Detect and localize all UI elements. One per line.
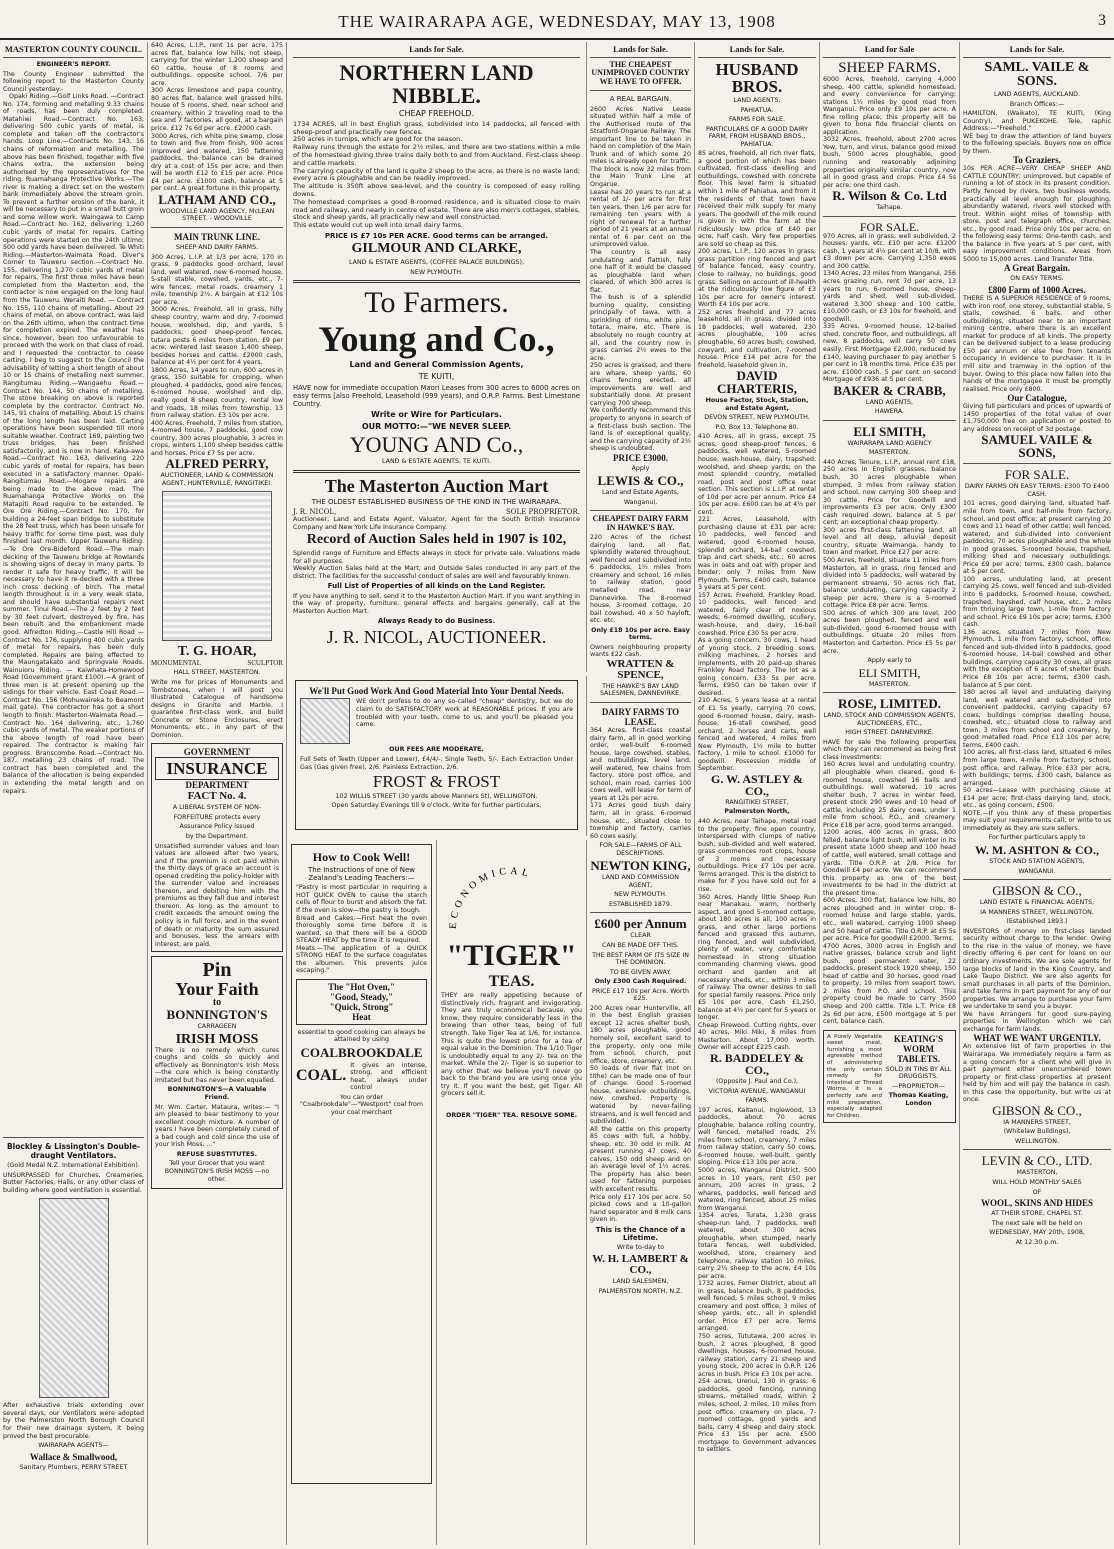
ventilator-ad-subtitle: (Gold Medal N.Z. International Exhibition). — [7, 1162, 140, 1170]
rose-t11: 160 Acres level and undulating country, all ploughable when cleared, good 6-roomed house, cowshed 16 bails and outbuildings, well watered, 10 acres shelter bush, 7 acres in winter feed, present stock 290 ewes and 10 head of cattle, including 25 dairy cows, under 1 mile from school, P.O., and creamery. Price £18 per acre, good terms arranged. — [823, 761, 956, 829]
bonnington-irish-moss: IRISH MOSS — [175, 1031, 259, 1047]
frost-text: WE don't profess to do any so-called "cheap" dentistry, but we do claim to do SATISFACTORY work at REASONABLE prices. If you are troubled with your teeth, come to us, and you'll be pleased you came. — [356, 698, 573, 729]
svg-text:ECONOMICAL — [448, 866, 533, 930]
astley-t10: 360 Acres, Handy little Sheep Run near Manakau, warm, northerly aspect, and good 5-roomed cottage, about 180 acres is all, 100 acres in grass, and other large portions fenced and grassed this autumn, ring fenced, and well subdivided, plenty of water, very comfortable homestead in strong situation commanding charming views, good orchard and garden and all necessary sheds, etc., within 3 miles of railway. The owner desires to sell for special family reasons. Price only £5 10s per acre. Cash £1,250, balance at 4½ per cent for 5 years or longer. — [698, 893, 816, 1022]
listing-3000-acres: 3000 Acres, rich white pine swamp, close to town and five from finish, 900 acres improved and watered, 150 fattening paddocks, the balance can be drained dry at a cost of 15s per acre, and then will be worth £12 to £15 per acre. Price £4 per acre. £1000 cash, balance at 5 per cent. A great fortune in this property. — [151, 132, 283, 193]
ventilator-agent-address: Sanitary Plumbers, PERRY STREET — [19, 1463, 128, 1471]
ashton-t5: 100 acres, undulating land, at present carrying 25 cows, well fenced and sub-divided into 6 paddocks, 5-roomed house, cowshed, trapshed, hayshed, calf house, etc., 2 miles from thriving large town, 1-mile from factory and school. Price £9 10s per acre; terms, £300 cash. — [963, 575, 1111, 629]
nibble-title: NORTHERN LAND NIBBLE. — [339, 60, 534, 109]
vaile-name: SAML. VAILE & SONS. — [984, 60, 1090, 89]
article-subheading: ENGINEER'S REPORT. — [36, 61, 111, 68]
price-2: PRICE £17 10s per Acre. Worth £25. — [592, 987, 689, 1003]
sheep-farms-heading: SHEEP FARMS. — [838, 60, 941, 76]
levin-name: LEVIN & CO., LTD. — [981, 1153, 1093, 1169]
col5-section-label: Lands for Sale. — [698, 42, 816, 58]
ashton-t7: 180 acres all level and undulating dairying land, well watered and sub-divided into convenient paddocks, carrying capacity 67 cows; buildings comprise dwelling house, cowshed, etc.; situated close to railway and town, 3 miles from school and creamery, by good metalled road. Price £13 10s per acre; terms, £400 cash. — [963, 689, 1111, 749]
article-intro: The County Engineer submitted the following report to the Masterton County Council yesterday:- — [3, 70, 144, 93]
economical-arc — [441, 844, 581, 934]
baddeley-farms: FARMS. — [745, 1097, 769, 1105]
perry-address: AUCTIONEER, LAND & COMMISSION AGENT, HUNTERVILLE, RANGITIKEI. — [160, 472, 274, 487]
hoar-name: T. G. HOAR, — [177, 644, 257, 660]
young-write: Write or Wire for Particulars. — [371, 410, 502, 420]
gov-heading-1: GOVERNMENT — [183, 747, 251, 758]
nibble-p5: The altitude is 350ft above sea-level, and the country is composed of easy rolling downs. — [293, 183, 580, 198]
quick-strong: "Quick, Strong" — [329, 1001, 394, 1012]
husband-t3: 252 acres freehold and 77 acres leasehold, all in grass, divided into 18 paddocks, well watered, 230 acres ploughable, 100 acres ploughable, 60 acres bush, cowshed, cowyard, and cultivation, 7-roomed house. Price £14 per acre for the freehold, leasehold given in. — [698, 308, 816, 369]
gov-heading-3: DEPARTMENT — [185, 780, 249, 791]
nicol-proprietor: SOLE PROPRIETOR. — [506, 508, 580, 517]
frost-dental-ad — [287, 676, 587, 836]
good-steady: "Good, Steady," — [329, 991, 394, 1002]
sheep-t2: 3032 Acres, freehold, about 2700 acres Yew, turn, and virus, balance good mixed bush, 5000 acres ploughable, good running and reasonably adjoining properties originally similar country, now all in good grass and crops. Price £4 5s per acre; one third cash. — [823, 136, 956, 189]
ventilator-image — [39, 1198, 109, 1398]
teeth-image — [300, 698, 350, 744]
col4-section-label: Lands for Sale. — [590, 42, 691, 58]
gibson2-sub: (Whitelaw Buildings), — [1003, 1128, 1071, 1136]
column-land-ads — [148, 42, 287, 1545]
keating-sold: SOLD IN TINS BY ALL DRUGGISTS. — [885, 1065, 952, 1081]
our-catalogue: Our Catalogue, — [1007, 393, 1067, 404]
lewis-t1: 2600 Acres Native Lease situated within half a mile of the Authorised route of the Stratford-Ongarue Railway. The important line to be taken in hand on completion of the Main Trunk and of which some 20 miles is already open for traffic. The block is now 32 miles from the Main Trunk Line at Ongarue. — [590, 105, 691, 189]
article-heading: MASTERTON COUNTY COUNCIL. — [3, 42, 144, 58]
eli-city: MASTERTON. — [869, 449, 910, 457]
rose-t10: HAVE for sale the following properties which they can recommend as being first class investments: — [823, 738, 956, 761]
nibble-subtitle: CHEAP FREEHOLD. — [398, 109, 475, 119]
david-box: P.O. Box 13. Telephone 80. — [715, 423, 799, 431]
clear-sub: CAN BE MADE OFF THIS. — [602, 942, 679, 950]
gibson2-addr: IA MANNERS STREET, — [1003, 1118, 1071, 1126]
cheapest-title: THE CHEAPEST UNIMPROVED COUNTRY WE HAVE TO OFFER. — [591, 60, 690, 86]
bonnington-pin: Pin — [202, 959, 232, 982]
nicol-text: Auctioneer, Land and Estate Agent, Valuator, Agent for the South British Insurance Company and New York Life Insurance Company. — [293, 516, 580, 531]
lambert-name: W. H. LAMBERT & CO., — [592, 1253, 689, 1277]
main-trunk-heading: MAIN TRUNK LINE. — [173, 232, 261, 243]
gov-fact-sub: A LIBERAL SYSTEM OF NON- — [172, 804, 262, 812]
listing-trunk-1: 300 Acres, L.I.P. at 1/3 per acre, 170 in grass, 9 paddocks good orchard, level land, well watered, new 6-roomed house, 5-stall stable, cowshed, yards, etc., 7-wire fences, metal roads, creamery 1 mile, township 2½. A bargain at £12 10s per acre. — [151, 253, 283, 306]
newton-name: NEWTON KING, — [590, 858, 691, 874]
coalbrookdale-ad — [287, 840, 437, 1545]
great-bargain: A Great Bargain. — [1003, 263, 1071, 274]
baddeley-t17: 254 acres, Urenui, 130 in grass, 6 paddocks, good fencing, running streams, metalled roads, within 2 miles, school, 2 miles, 10 miles from post office, creamery on place, 7-roomed cottage, good yards and bails, carry 4 sheep and dairy stock. Price £3 15s per acre. £500 mortgage to Government advances to settlers. — [698, 1378, 816, 1454]
husband-farms: FARMS FOR SALE. — [728, 116, 786, 124]
lewis-price: PRICE £3000. — [612, 452, 668, 463]
ashton-sub: STOCK AND STATION AGENTS, — [989, 858, 1085, 866]
keating-ad — [823, 1030, 956, 1124]
baker-sub: LAND AGENTS, — [865, 398, 914, 406]
bonnington-end: Tell your Grocer that you want BONNINGTON'S IRISH MOSS —no other. — [164, 1160, 270, 1183]
wratten-sub: THE HAWKE'S BAY LAND SALESMEN, DANNEVIRKE. — [599, 682, 682, 698]
coal-word: COAL. — [296, 1067, 347, 1085]
gibson-sub: LAND ESTATE & FINANCIAL AGENTS, — [979, 899, 1095, 907]
cook-meats: Meats.—The application of a QUICK STRONG HEAT to the surface coagulates the albumen. This prevents juice escaping." — [296, 944, 427, 975]
bonnington-valuable: BONNINGTON'S—A Valuable Friend. — [167, 1086, 267, 1102]
wilson-t5: 335 Acres, 9-roomed house, 12-bailed shed, concrete floor, and outbuildings, all new, 8 paddocks, will carry 50 cows easily. First Mortgage £2,000, reduced by £140, leaving purchaser to pay another 5 per cent in 18 months time. Price £35 per acre. £1000 cash. 5 per cent on second Mortgage of £936 at 5 per cent. — [823, 323, 956, 384]
tiger-text: THEY are really appetising because of distinctively rich, fragrant and invigorating. They are truly economical because, you know, they require considerably less in the brewing than other teas, being of full strength. Take Tiger Tea at 1/6, for instance. This is quite the lowest price for a tea of equal value in the Dominion. The 1/10 Tiger is undoubtedly equal to any 2/- tea on the market. While the 2/- Tiger is so superior to any other that we believe you'll never go back to the brand you are using once you try it. If you want the best, get Tiger. All grocers sell it. — [441, 992, 582, 1098]
auction-mart-title: The Masterton Auction Mart — [324, 475, 549, 496]
latham-address: WOODVILLE LAND AGENCY, McLEAN STREET. - WOODVILLE — [159, 207, 275, 223]
gibson-text: INVESTORS of money on first-class landed security without charge to the lender. Owing to the rise in the value of money, we have directly offering 6 per cent for loans on our ordinary investments. We are sole agents for large blocks of land in the King Country, and Lake Taupo District. We are also agents for small purchases in all parts of the Dominion, and take farms in part payment for any of our properties. We arrange to purchase your farm we undertake to send you a buyer. — [963, 927, 1111, 1011]
dairy-220: 220 Acres of the richest dairying land, all flat, splendidly watered throughout, well fenced and subdivided into 6 paddocks, 1½ miles from creamery and school, 16 miles to railway station, good metalled road, near Dannevirke. The 8-roomed house, 3-roomed cottage, 20 bail cowshed, 40 x 50 hayloft, etc. etc. — [590, 534, 691, 625]
baker-city: HAWERA. — [874, 408, 905, 416]
wratten-name: WRATTEN & SPENCE, — [606, 657, 675, 681]
baddeley-t13: 5000 acres, Wanganui District, 500 acres in 10 years, rent £50 per annum, 200 acres in grass, 2 whares, paddocks, well fenced and watered, ring fenced, about 25 miles from Wanganui. — [698, 1167, 816, 1212]
cook-pastry: "Pastry is most particular in requiring a HOT QUICK OVEN to cause the starch cells of flour to burst and absorb the fat. If the oven is slow—the pastry is tough. — [296, 884, 427, 915]
ventilator-agents-label: WAIRARAPA AGENTS— — [38, 1442, 109, 1450]
coal-side-text: It gives an intense, strong, and efficient heat, always under control — [350, 1061, 427, 1092]
col7-section-label: Lands for Sale. — [963, 42, 1111, 58]
ashton-dairy: DAIRY FARMS ON EASY TERMS. £300 TO £400 CASH. — [964, 483, 1110, 498]
young-city: TE KUITI, — [418, 372, 455, 381]
farm-1000: £800 Farm of 1000 Acres. — [988, 285, 1086, 296]
baddeley-t12: 197 acres, Kaitanui, Inglewood, 13 paddocks, about 70 acres ploughable, balance rolling country, well fenced, metalled roads, 2½ miles from school, creamery, 7 miles from railway station, carry 50 cows, 6-roomed house, well-built, gently sloping. Price £13 10s per acre. — [698, 1106, 816, 1167]
rose-t12: 1200 acres, 400 acres in grass, 800 felled, balance light bush, will winter in its present state 1000 sheep and 100 head of cattle, well watered, small cottage and yards. Title O.R.P. at 2/8. Price for Goodwill £4 per acre. We can recommend this property as one of the best investments to be had in the district at the present time. — [823, 829, 956, 897]
northern-land-nibble-ad — [287, 42, 587, 672]
bonnington-to: to — [212, 997, 222, 1009]
ashton-name: W. M. ASHTON & CO., — [974, 843, 1100, 858]
lewis-t4: The bush is of a splendid burning quality, consisting principally of tawa, with a sprinkling of rimu, white pine, totara, maire, etc. There is absolutely no rough country at all, and the country now in grass carries 2½ ewes to the acre. — [590, 294, 691, 362]
write-today: Write to-day to — [616, 1244, 665, 1252]
gov-forfeiture-3: by the Department. — [185, 833, 249, 840]
hot-oven: The "Hot Oven," — [328, 981, 395, 992]
baddeley-name: R. BADDELEY & CO., — [710, 1050, 804, 1077]
nibble-price: PRICE IS £7 10s PER ACRE. Good terms can be arranged. — [324, 231, 549, 240]
baddeley-t16: 750 acres, Tututawa, 200 acres in bush, 2 acres ploughed, 8 good dwellings, houses, 6-roomed house, railway station, carry 21 sheep and young stock, 200 acres in O.R.P. 126 acres in bush. Price £3 10s per acre. — [698, 1333, 816, 1378]
chance-lifetime: This is the Chance of a Lifetime. — [595, 1225, 686, 1243]
cook-essential: essential to good cooking can always be attained by using — [297, 1028, 426, 1044]
frost-fees: OUR FEES ARE MODERATE. — [389, 746, 484, 754]
astley-name: G. W. ASTLEY & CO., — [711, 771, 803, 798]
frost-name: FROST & FROST — [372, 772, 501, 792]
keating-name: KEATING'S — [893, 1033, 944, 1044]
record-sales: Record of Auction Sales held in 1907 is 102, — [306, 532, 567, 548]
center-section-label: Lands for Sale. — [293, 42, 580, 58]
eli-name-2: ELI SMITH, — [858, 665, 921, 680]
husband-t2: 200 acres, L.I.P., 120 acres in grass, grass partition ring fenced and part of balance fenced, easy country, close to railway, no buildings, good grass. Selling on account of ill-health at the ridiculously low figure of £3 10s per acre for owner's interest. Worth £4 10s per acre. — [698, 248, 816, 309]
rose-t13: 600 Acres, 300 flat, balance low hills, 80 acres ploughed and in winter crop, 8-roomed house and large stable, yards, etc., well watered, carrying 1000 sheep and 50 head of cattle. Title O.R.P. at £5 5s per acre. Price for goodwill £2000. Terms. — [823, 897, 956, 943]
wilson-for-sale: FOR SALE. — [859, 219, 920, 234]
hoar-sculptor: SCULPTOR — [247, 659, 283, 668]
hoar-address: HALL STREET, MASTERTON. — [173, 669, 261, 677]
bonnington-quote: Mr. Wm. Carter, Mataura, writes:— "I am pleased to bear testimony to your excellent cough mixture. A number of years I have been completely cured of a bad cough and cold since the use of your Irish Moss. ..." — [155, 1103, 279, 1149]
cook-heading: How to Cook Well! — [312, 850, 411, 864]
keating-owner: Thomas Keating, London — [888, 1092, 949, 1107]
astley-t9: 440 Acres, near Taihape, metal road to the property, fine open country, interspersed with clumps of native bush, sub-divided and well watered, grass commences root crops, house of 3 rooms and necessary outbuildings. Price £7 10s per acre. Terms arranged. This is the district to make for if you have sold out for a rise. — [698, 818, 816, 893]
ashton-t9: 50 acres—Lease with purchasing clause at £14 per acre; first-class dairying land, stock, etc., as going concern, £500. — [963, 787, 1111, 810]
david-t4: 410 Acres, all in grass, except 75 acres, good sheep-proof fences, 6 paddocks, well watered, 5-roomed house, wash-house, dairy, trapshed, woolshed, and sheep yards; on the most splendid country, metalled road, post and post office near section. This section is L.I.P. at rental of 10d per acre per annum. Price £4 10s per acre. £600 can be at 4½ per cent. — [698, 433, 816, 516]
lambert-city: PALMERSTON NORTH, N.Z. — [598, 1287, 683, 1295]
latham-firm-name: LATHAM AND CO., — [158, 191, 276, 207]
david-t6: 157 Acres, Freehold, Frankley Road, 10 paddocks, well fenced and watered, fairly clear of noxious weeds; 6-roomed dwelling, scullery, wash-house, and dairy, 16-bail cowshed. Price £30 5s per acre. — [698, 591, 816, 637]
gilmour-city: NEW PLYMOUTH. — [410, 268, 463, 276]
ashton-t8: 100 acres, all first-class land, situated 6 miles from large town, 4-mile from factory, school, post office, and railway. Price £33 per acre, with buildings; terms, £300 cash, balance as arranged. — [963, 749, 1111, 787]
sheep-t1: 6000 Acres, freehold, carrying 4,000 sheep, 400 cattle, splendid homestead, and every convenience for carrying; stations 1½ miles by good road from Wanganui. Price only £9 10s per acre. A fine rolling place; this property will be given to bona fide financial clients on application. — [823, 76, 956, 136]
astley-t11: Cheap Firewood. Cutting rights, over 40 acres, Miki Miki, 8 miles from Masterton. About 17,000 worth. Owner will accept £225 cash. — [698, 1021, 816, 1052]
gibson-est: (Established 1893.) — [1006, 918, 1068, 926]
nicol-auctioneer: J. R. NICOL, AUCTIONEER. — [326, 626, 547, 647]
graziers: To Graziers. — [1013, 155, 1061, 166]
ashton-for-sale: FOR SALE. — [1004, 467, 1070, 483]
david-t7: As a going concern, 30 cows, 1 head of young stock, 2 breeding sows, milking machines, 2 horses and implements, with 20 paid-up shares Frankley Road factory. The lot as a going concern, £33 5s per acre. Terms, £950 can be taken over if desired. — [698, 637, 816, 697]
keating-proprietor: —PROPRIETOR— — [892, 1082, 945, 1090]
frost-sets: Full Sets of Teeth (Upper and Lower), £4/4/-. Single Teeth, 5/-. Each Extraction Under Gas (Gas given free), 2/6. Painless Extraction, 2/6. — [300, 755, 573, 771]
rose-name: ROSE, LIMITED. — [838, 696, 941, 712]
ashton-city: WANGANUI. — [1018, 867, 1056, 875]
wilson-t3: 970 Acres, all in grass, well subdivided, 2 houses, yards, etc. £10 per acre. £1200 cash, 1 years at 4½ per cent at 10/8, with £3 down per acre. Carrying 1,350 ewes and 300 cattle. — [823, 232, 956, 270]
eli-t7: 300 acres first-class fattening land, all level and all deep, alluvial deposit country, situate Waimanga, handy to town and market. Price £27 per acre. — [823, 526, 956, 557]
young-co-name: Young and Co., — [318, 318, 555, 359]
real-bargain: A REAL BARGAIN. — [609, 95, 672, 104]
cheapest-dairy: CHEAPEST DAIRY FARM IN HAWKE'S BAY. — [592, 514, 689, 532]
david-t8: 210 Acres, 5 years lease at a rental of £1 5s yearly, carrying 70 cows, good 6-roomed house, dairy, wash-house, 16-stall cowshed, good orchard, 2 horses and carts, well fenced and watered, 4 miles from New Plymouth, 1½ mile to butter factory, 1 mile to school. £1000 for goodwill. Possession middle of September. — [698, 697, 816, 773]
best-farm: THE BEST FARM OF ITS SIZE IN THE DOMINION. — [592, 951, 689, 967]
record-text: Splendid range of Furniture and Effects always in stock for private sale. Valuations made for all purposes. — [293, 549, 580, 565]
lewis-sub: Land and Estate Agents, — [601, 489, 680, 497]
lewis-city: Wanganui, — [623, 498, 658, 506]
nicol-name: J. R. NICOL, — [293, 508, 337, 517]
levin-time: At 12.30 p.m. — [1015, 1238, 1059, 1246]
wilson-name: R. Wilson & Co. Ltd — [832, 188, 947, 204]
newton-est: ESTABLISHED 1879. — [609, 900, 672, 908]
col6-section-label: Land for Sale — [823, 42, 956, 58]
hoar-monumental: MONUMENTAL — [151, 659, 201, 668]
rose-t14: 4700 Acres, 3000 acres in English and native grasses, balance scrub and light bush, good permanent water, 22 paddocks, present stock 1920 sheep, 150 head of cattle and 30 horses, good road to property, 19 miles from seaport town, 2 miles from P.O. and school. This property could be made to carry 3500 sheep and 200 cattle. Title L.T. Price £8 2s 6d per acre, £500 mortgage at 5 per cent, balance cash. — [823, 942, 956, 1026]
per-annum: £600 per Annum — [594, 916, 687, 932]
listing-trunk-4: 400 Acres, Freehold, 7 miles from station, 4-roomed house, 7 paddocks, good cow country, 300 acres ploughable, 3 acres in crops, winters 1,100 sheep besides cattle and horses. Price £7 5s per acre. — [151, 419, 283, 457]
gov-forfeiture: FORFEITURE protects every — [173, 813, 261, 821]
keating-tablets: TABLETS. — [896, 1053, 941, 1064]
levin-city: MASTERTON, — [1016, 1169, 1058, 1177]
ashton-t4: 101 acres, good dairying land, situated half-mile from town, and half-mile from factory, school, and post office; at present carrying 20 cows and 11 head of other cattle; well fenced, watered, and sub-divided into convenient paddocks, 70 acres ploughable and the whole in good grasses, 5-roomed house, trapshed, milking shed and necessary outbuildings. Price £9 per acre; terms, £300 cash, balance at 5 per cent. — [963, 500, 1111, 576]
lewis-t2: Lease has 20 years to run at a rental of 1/- per acre for first ten years, then 1/6 per acre for remaining ten years with a right of renewal for a further period of 21 years at an annual rental of 6 per cent on the unimproved value. — [590, 188, 691, 249]
bonnington-carrageen: CARRAGEEN — [197, 1023, 237, 1031]
masthead — [0, 0, 1114, 40]
gov-text: Unsatisfied surrender values and loan values are allowed after two years, and if the premium is not paid within the thirty days of grace an account is opened crediting the policy-holder with the surrender value and increases thereon, and debiting him with the premiums as they fall due and interest thereon. As long as the amount to credit exceeds the amount owing the policy is in full force, and in the event of death or maturity the sum assured and bonuses, less the arrears with interest, are paid. — [155, 842, 279, 948]
article-body: Opaki Riding.—Golf Links Road. —Contract No. 174, forming and metalling 9.33 chains of roads, has been duly completed. Matahiwi Road.—Contract No. 163, delivering 500 cubic yards of metal, is complete and taken off the contractor's hands. Loop Line.—Contracts No. 143, 16 chains of reformation and metalling. The above has been finished, together with five chains extra, the extension being authorised by the representatives for the riding. Ruamahanga Protective Works.—The river is making a direct set on the western bank immediately above the stream groin. To prevent a further erosion of the bank, it will be necessary to put in a small butt groin and some willow work. Waingawa to Camp Road.—Contract No. 162, delivering 1,260 cubic yards of metal for repairs. Carting operations were started on the 24th ultimo; 500 odd yards have been delivered. Te Whiti Riding.—Masterton-Waimata Road. Diver's Corner to Tauweru section.—Contract No. 155, delivering 1,270 cubic yards of metal for repairs. The first three miles have been completed from the Masterton end, the contractor is now engaged on the long haul from the Tauweru. Weraiti Road. — Contract No. 155, 110 chains of metalling. About 29 chains of metal, on above contract, was laid on the 26th ultimo, when the contract time for completion expired. The weather has since, however, been too unfavourable to proceed with the work on that class of road, and I requested the contractor to cease carting. I beg to suggest to the Council the advisability of letting a short length of about 10 or 15 chains of metalling next summer. Rangitumau Riding.—Wangaehu Road.—Contract No. 144, 50 chains of metalling. The stone breaking on above is reported complete by the contractor. Contract No. 145, 91 chains of metalling. About 15 chains of the long length has been laid. Carting operations have been suspended till more suitable weather. Contract 169, painting two truss bridges, has been finished satisfactorily, and is now in hand. Kaka-awa Road.—Contract No. 163, delivering 220 cubic yards of metal for repairs, has been executed in a satisfactory manner. Opaki-Rangitumau Road.—Mogare repairs are being made to the above road. The Ruamahanga Protective Works on the Matapiti Road require to be extended. Te Ore Ore Riding.—Contract No. 170, for building a 24-feet span bridge to substitute the 28 feet truss, which has been unsafe for heavy traffic for some time past, was duly finished last month. Upper Tauweru Riding.—Te Ore Ore-Bideford Road.—The main decking of the Tauweru bridge at Rowlands is showing signs of decay in many parts. To render it safe for heavy traffic, it will be necessary to have it re-decked with a three inch cross decking of birch. The metal length throughout is in a very weak state, and should have substantial repairs next summer. Tinui Road.—The 2 feet by 2 feet by 30 feet culvert, destroyed by fire, has been rebuilt and the embankment made good. Alfredton Riding.—Castle Hill Road —Contract No. 176, supplying 400 cubic yards of metal for repairs, has been duly completed. Repairs are being effected to the Maungatakato and Springvale Roads. Wainuioru Riding. — Kaiwhata-Homewood Road (Government grant £100).—A grant of three men is at present opening up the sidings for their vehicle. East Coast Road.—Contract No. 156 (Mohuwaireka to Beamont mail gate). The contractor has got a short length to finish. Masterton-Waimata Road.—Contract No. 164 delivering, etc., 1,760 cubic yards of metal. The weaker portions of the above length of road have been repaired. The contractor is making fair progress. Branscombe Road.—Contract No. 187, metalling 23 chains of road. The contract has been completed and the balance of the allocation is being expended in extending the metal length and on repairs. — [3, 93, 144, 795]
government-insurance-ad — [151, 743, 283, 952]
weekly-text: Weekly Auction Sales held at the Mart, and Outside Sales conducted in any part of the district. The facilities for the successful conduct of sales are well and favourably known. — [293, 565, 580, 580]
listing-trunk-2: 3000 Acres, Freehold, all in grass, hilly sheep country, warm and dry, 7-roomed house, woolshed, dip, and yards, 5 paddocks, good sheep-proof fences, tutara posts 6 miles from station, £9 per acre; wintered last season 1,400 sheep, besides horses and cattle. £2000 cash, balance at 4½ per cent for 4 years. — [151, 306, 283, 367]
listing-300-acres: 300 Acres limestone and papa country, 80 acres flat, balance well grassed hills, house of 5 rooms, shed, near school and creamery, within 2 traveling road to the sea and 7 factories, all good, at a bargain price. £12 7s 6d per acre. £2000 cash. — [151, 87, 283, 133]
lease-364: 364 Acres, first-class coastal dairy farm, all in good working order, well-built 6-roomed house, large cowshed, stables, and outbuildings, level land, well watered, few chains from factory, store post office, and school, main road, carries 100 cows well, will lease for term of years at 12s per acre. — [590, 726, 691, 802]
eli-t8: 500 Acres, freehold, situate 11 miles from Masterton, all in grass, ring fenced and divided into 5 paddocks, well watered by permanent streams, 50 acres rich flat, balance undulating, carrying capacity 2 sheep per acre, there is a 5-roomed cottage. Price £8 per acre. Terms. — [823, 556, 956, 610]
want-text: An extensive list of farm properties in the Wairarapa. We immediately require a farm as a going concern for a client who will give in part payment either unencumbered town property or first-class properties at present held by him and will pay the balance in cash. In this case the opportunity, but write us at once. — [963, 1043, 1111, 1104]
lewis-t5: 250 acres is grassed, and there are whare, sheep yards, 60 chains fencing erected, all improvements are well and substantially done. At present carrying 700 sheep. — [590, 362, 691, 407]
young-text: HAVE now for immediate occupation Maori Leases from 300 acres to 6000 acres on easy terms [also Freehold, Leasehold (999 years), and O.R.P. Farms. Best Limestone Country. — [293, 383, 580, 408]
gibson-name-2: GIBSON & CO., — [992, 1102, 1082, 1118]
lambert-t11: 50 loads of river flat (not on tithe) can be made one of four of change. Good 5-roomed house, extensive outbuildings, new cowshed. Property is watered by never-failing streams, and is well fenced and subdivided. — [590, 1065, 691, 1126]
husband-part: PARTICULARS OF A GOOD DAIRY FARM, FROM HUSBAND BROS., PAHIATUA. — [706, 125, 808, 148]
wilson-city: Taihape. — [876, 204, 903, 212]
column-lewis-ads — [587, 42, 695, 1545]
auction-mart-sub: THE OLDEST ESTABLISHED BUSINESS OF THE KIND IN THE WAIRARAPA. — [311, 497, 562, 506]
bonnington-refuse: REFUSE SUBSTITUTES. — [176, 1150, 258, 1158]
young-co-name-2: YOUNG AND Co., — [349, 432, 524, 458]
rose-addr: HIGH STREET. DANNEVIRKE. — [845, 729, 934, 737]
tiger-tea-ad — [437, 840, 587, 1545]
levin-date: WEDNESDAY, MAY 20th, 1908, — [989, 1229, 1085, 1237]
nibble-p1: 1734 ACRES, all in best English grass, subdivided into 14 paddocks, all fenced with sheep-proof and practically new fences. — [293, 120, 580, 136]
what-we-want: WHAT WE WANT URGENTLY. — [973, 1033, 1101, 1044]
ventilator-ad-title: Blockley & Lissington's Double-draught Ventilators. — [6, 1142, 141, 1161]
ventilator-ad-text-2: After exhaustive trials extending over several days, our Ventilators were adopted by the Palmerston North Borough Council for their new drainage system, it being proved the best procurable. — [3, 1402, 144, 1440]
column-vaile-ads — [960, 42, 1114, 1545]
column-council-report — [0, 42, 148, 1545]
eli-t6: 440 Acres, Tenure, L.I.P., annual rent £18, 250 acres in English grasses, balance bush, 30 acres ploughable when stumped, 3 miles from railway station and school, now carrying 300 sheep and 30 cattle. Price for Goodwill and improvements £3 per acre. Only £300 cash required down, balance at 5 per cent; an exceptional cheap property. — [823, 458, 956, 527]
for-sale-farms: FOR SALE—FARMS OF ALL DESCRIPTIONS. — [599, 842, 682, 857]
frost-heading: We'll Put Good Work And Good Material Into Your Dental Needs. — [309, 686, 564, 696]
economical-text: ECONOMICAL — [447, 865, 534, 930]
levin-wool: WOOL, SKINS AND HIDES — [980, 1198, 1094, 1209]
ventilator-ad-text: UNSURPASSED for Churches, Creameries, Butter Factories, Halls, or any other class of building where good ventilation is essential. — [3, 1171, 144, 1194]
lewis-t3: The country is all easy undulating and flattish, fully one half of it would be classed as ploughable land when cleared, of which 300 acres is flat. — [590, 248, 691, 294]
cook-bread: Bread and Cakes.—First heat the oven thoroughly some time before it is wanted, so that there will be a GOOD STEADY HEAT by the time it is required. — [296, 914, 427, 945]
david-addr: DEVON STREET, NEW PLYMOUTH. — [704, 414, 810, 422]
levin-text: WILL HOLD MONTHLY SALES — [992, 1178, 1082, 1186]
young-sub: Land and General Commission Agents, — [349, 360, 524, 370]
coalbrookdale-name: COALBROOKDALE — [300, 1045, 423, 1061]
lewis-t6: We confidently recommend this property to anyone in search of a first-class bush section. The land is of exceptional quality, and the carrying capacity of 2½ sheep is undoubted. — [590, 407, 691, 453]
eli-city-2: MASTERTON. — [869, 680, 910, 688]
coal-order: You can order "Coalbrookdale"—"Westport" coal from your coal merchant — [300, 1093, 423, 1116]
owner-note: Owners neighbouring property wants £22 cash. — [590, 643, 691, 659]
nibble-p7: This estate would cut up well into small dairy farms. — [293, 222, 463, 230]
eli-sub: WAIRARAPA LAND AGENCY — [847, 439, 932, 447]
gov-fact: FACT No. 4. — [187, 790, 247, 803]
always-ready: Always Ready to do Business. — [377, 617, 496, 626]
bonnington-faith: Your Faith — [175, 979, 259, 1000]
lambert-t13: Price only £17 10s per acre. 50 picked cows and a 10-gallon hand separator and 8 milk cans given in. — [590, 1193, 691, 1224]
listing-640-acres: 640 Acres, L.I.P., rent 1s per acre, 175 acres flat, balance low hills, not steep, carrying for the winter 1,200 sheep and 60 cattle, house of 8 rooms and outbuildings, opposite school. 7/6 per acre. — [151, 42, 283, 87]
levin-next: The next sale will be held on — [991, 1219, 1083, 1227]
bonnington-text: There is no remedy which cures coughs and colds so quickly and effectively as Bonnington's Irish Moss—the cure which is being constantly imitated but has never been equalled. — [155, 1046, 279, 1084]
gibson2-city: WELLINGTON. — [1015, 1137, 1059, 1145]
gov-heading-2: INSURANCE — [155, 757, 279, 780]
eli-name: ELI SMITH, — [853, 423, 926, 439]
lambert-sub: LAND SALESMEN, — [612, 1278, 669, 1286]
column-husband-ads — [695, 42, 820, 1545]
lambert-t10: 200 Acres near Hunterville, all in the best English grasses except 12 acres shelter bush, 180 acres ploughable, good homely soil, excellent sand to the property, only one mile from school, church, post office, store, creamery, etc. — [590, 1004, 691, 1065]
keating-worm: WORM — [903, 1043, 934, 1054]
tiger-order: ORDER "TIGER" TEA. RESOLVE SOME. — [445, 1111, 578, 1119]
vaile-branch: Branch Offices:— — [1009, 100, 1065, 108]
tiger-name: "TIGER" — [446, 939, 577, 972]
hoar-text: Write me for prices of Monuments and Tombstones, when I will post you Illustrated Catalogue of handsome designs in Granite and Marble. I guarantee first-class work, and build Concrete or Stone Enclosures, erect Monuments, etc., in any part of the Dominion. — [151, 678, 283, 739]
newton-city: NEW PLYMOUTH. — [614, 891, 667, 899]
baddeley-t14: 1354 acres, Turata, 1,230 grass sheep-run land, 7 paddocks, well watered, about 300 acres ploughable, when stumped, nearly totara fences, well subdivided, woolshed, store, creamery and telephone, railway station 10 miles, carry 2¼ sheep to the acre, £4 10s per acre. — [698, 1212, 816, 1280]
vaile-t3: Giving full particulars and prices of upwards of 1450 properties of the total value of over £1,750,000 free on application or posted to any address on receipt of 3d postage. — [963, 403, 1111, 433]
nibble-p3: Railway runs through the estate for 2½ miles, and there are two stations within a mile of the homestead giving three trains daily both to and from Auckland. First-class sheep and cattle markets. — [293, 144, 580, 167]
ventilator-agent-name: Wallace & Smallwood, — [29, 1451, 118, 1462]
baddeley-t15: 1732 acres, Ferner District, about all in grass, balance bush, 8 paddocks, well fenced, 5 miles school, 9 miles creamery and post office, 3 miles of sheep yards, etc., all in splendid order. Price £7 per acre. Terms arranged. — [698, 1280, 816, 1333]
david-name: DAVID CHARTERIS, — [716, 368, 798, 397]
lewis-name: LEWIS & CO., — [597, 473, 684, 489]
rose-sub: LAND, STOCK AND COMMISSION AGENTS, AUCTIONEERS, ETC., — [823, 712, 956, 727]
young-motto: OUR MOTTO:—"WE NEVER SLEEP. — [361, 421, 512, 431]
bonnington-name: BONNINGTON'S — [166, 1007, 268, 1023]
ashton-further: For further particulars apply to — [988, 834, 1086, 842]
eli-t9: 500 acres of which 300 are level, 200 acres been ploughed, fenced and well sub-divided, good 6-roomed house with outbuildings, situate 20 miles from Masterton and Carterton. Price £5 5s per acre. — [823, 609, 956, 655]
husband-city: PAHIATUA. — [740, 106, 774, 114]
full-list-text: If you have anything to sell, send it to the Masterton Auction Mart. If you want anything in the way of property, furniture, general effects and bargains generally, call at the Masterton Auction Mart. — [293, 592, 580, 615]
david-sub: House Factor, Stock, Station, and Estate Agent, — [705, 397, 809, 412]
gibson-text-2: We have Arrangers for good sure-paying properties in Wellington which we can exchange for farm lands. — [963, 1010, 1111, 1033]
levin-of: OF — [1032, 1188, 1042, 1196]
lewis-apply: Apply — [631, 464, 650, 472]
clear: CLEAR — [630, 932, 651, 940]
lambert-t12: All the cattle on this property 85 cows with full, a hobby, sheep, etc. 30 odd in milk. At present running 47 cows, 40 calves, 150 odd sheep and on an average level of 1½ acres. The property has also been used for fattening purposes with excellent results. — [590, 1125, 691, 1193]
farmers-heading: To Farmers. — [364, 286, 509, 320]
nibble-p4: The carrying capacity of the land is quite 2 sheep to the acre, as there is no waste land; every acre is ploughable and can be readily improved. — [293, 167, 580, 183]
listing-trunk-3: 1800 Acres, 14 years to run, 600 acres in grass, 150 suitable for cropping, when ploughed, 4 paddocks, good wire fences, 6-roomed house, woolshed and dip, really good 8 sheep country, rental low and roads, 18 miles from township, 13 from railway station. £3 10s per acre. — [151, 366, 283, 420]
full-list: Full List of Properties of all kinds on the Land Register. — [327, 582, 546, 591]
vaile-text: HAMILTON, (Waikato), TE KUITI, (King Country), and PUKEKOHE. Tele, raphic Address:—"Freehold." — [963, 110, 1111, 133]
main-trunk-subheading: SHEEP AND DAIRY FARMS. — [175, 244, 259, 252]
bonnington-ad — [151, 956, 283, 1189]
newspaper-title: THE WAIRARAPA AGE, WEDNESDAY, MAY 13, 1908 — [338, 12, 776, 31]
gov-forfeiture-2: Assurance Policy issued — [179, 823, 255, 831]
gilmour-sub: LAND & ESTATE AGENTS, (COFFEE PALACE BUILDINGS), — [348, 259, 524, 267]
vaile-t2: THERE IS A SUPERIOR RESIDENCE of 9 rooms, with iron roof, one storey, substantial stable, 5 stalls, cowshed, 6 bails, and other outbuildings, situated near to an important mining centre, where there is an excellent market for produce of all kinds. The property can be delivered subject to a lease producing £50 per annum or else free from tenants occupancy in evidence to purchaser. It is in mill site and tramway in the option of the buyer. Owing to this place now fallen into the hands of the mortgagee it must be promptly realised. Price only £800. — [963, 295, 1111, 393]
column-sheep-farms — [820, 42, 960, 1545]
bargain-sub: ON EASY TERMS. — [1010, 275, 1064, 283]
dairy-lease: DAIRY FARMS TO LEASE. — [601, 706, 680, 727]
gibson-addr: IA MANNERS STREET, WELLINGTON. — [980, 908, 1094, 916]
wilson-t4: 1340 Acres, 23 miles from Wanganui, 256 acres grazing run, rent 7d per acre, 13 years to run, 6-roomed house, sheep-yards and shed, well sub-divided, watered 3,300 sheep and 100 cattle, £10,000 cash, or £3 10s for freehold, and goodwill. — [823, 270, 956, 323]
newton-sub: LAND AND COMMISSION AGENT, — [602, 874, 679, 889]
cook-intro: The Instructions of one of New Zealand's Leading Teachers:— — [307, 865, 416, 882]
only-cash: Only £300 Cash Required. — [594, 978, 687, 986]
gibson-name: GIBSON & CO., — [992, 883, 1082, 899]
frost-address: 102 WILLIS STREET (30 yards above Manners St), WELLINGTON. — [335, 792, 538, 800]
baker-name: BAKER & CRABB, — [833, 382, 946, 398]
keating-text: A Purely Vegetable sweet meat, furnishing a most agreeable method of administering the only certain remedy for Intestinal or Thread Worms. It is a perfectly safe and mild preparation, especially adapted for Children. — [827, 1033, 882, 1119]
page-number: 3 — [1098, 12, 1106, 29]
lease-171: 171 Acres good bush dairy farm, all in grass, 6-roomed house, etc., situated close to township and factory, carries 60 cows easily. — [590, 802, 691, 840]
vaile-text-2: WE beg to draw the attention of land buyers to the following specials. Buyers now on office by them. — [963, 132, 1111, 155]
baddeley-sub: (Opposite J. Paul and Co.), — [715, 1077, 799, 1085]
baddeley-addr: VICTORIA AVENUE, WANGANUI — [708, 1087, 806, 1095]
nibble-p2: 250 acres in turnips, which are good for the season. — [293, 136, 463, 144]
ashton-t6: 136 acres, situated 7 miles from New Plymouth, 1 mile from factory, school, office, fenced and sub-divided into 8 paddocks, good 6-roomed house, 14-bail cowshed and other buildings, carrying capacity 30 cows, all grass with the exception of 6 acres of shelter bush. Price £8 10s per acre; terms, £300 cash, balance at 5 per cent. — [963, 628, 1111, 689]
astley-sub: RANGITIKEI STREET, — [725, 798, 789, 806]
eli-apply: Apply early to — [867, 657, 912, 665]
nibble-p6: The homestead comprises a good 8-roomed residence, and is situated close to main road and railway, and nearly in centre of estate. There are also men's cottages, stables, stock and sheep yards, all practically new and well constructed. — [293, 198, 580, 222]
heat: Heat — [352, 1011, 371, 1022]
astley-city: Palmerston North, — [724, 808, 790, 816]
vaile-t1: 10s PER ACRE—VERY CHEAP SHEEP AND CATTLE COUNTRY; unimproved, but capable of running a lot of stock in its present condition. Partly fenced by rivers, two business woods, practically all level enough for ploughing, abundantly watered, rivers well stocked with trout. Within eight miles of township with store, post and telegraph office, churches, etc., by good road. Price only 10s per acre, on the following easy terms: One-tenth cash, and the balance in five years at 5 per cent, with easy improvement conditions. Areas from 5000 to 15,000 acres. Land Transfer Title. — [963, 165, 1111, 263]
perry-firm-name: ALFRED PERRY, — [165, 456, 269, 472]
husband-sub: LAND AGENTS, — [733, 97, 781, 104]
vaile-name-2: SAMUEL VAILE & SONS, — [981, 432, 1093, 461]
ashton-note: NOTE.—If you think any of these properties may suit your requirements call, or write to us immediately as they are sure sellers. — [963, 809, 1111, 832]
given-away: TO BE GIVEN AWAY. — [609, 968, 672, 976]
tiger-teas: TEAS. — [488, 972, 535, 990]
vaile-sub: LAND AGENTS, AUCKLAND. — [993, 91, 1081, 98]
husband-name: HUSBAND BROS. — [715, 60, 799, 96]
gilmour-name: GILMOUR AND CLARKE, — [351, 241, 522, 257]
young-sub-2: LAND & ESTATE AGENTS, TE KUITI. — [382, 458, 491, 466]
only-price: Only £18 10s per acre. Easy terms. — [591, 626, 690, 642]
levin-store: AT THEIR STORE, CHAPEL ST. — [991, 1210, 1083, 1218]
frost-hours: Open Saturday Evenings till 9 o'clock. Write for further particulars. — [331, 802, 542, 810]
husband-t1: 85 acres, freehold, all rich river flats, a good portion of which has been cultivated, first-class dwelling and outbuildings, cowshed with concrete floor. This level farm is situated within 1 mile of Pahiatua, and from it the residents of that town have received their milk supply for many years. The goodwill of the milk round is given in with the farm at the ridiculously low price of £40 per acre, half cash. Very few properties are sold so cheap as this. — [698, 150, 816, 248]
david-t5: 221 Acres, Leasehold, with purchasing clause at £31 per acre; 10 paddocks, well fenced and watered, good 6-roomed house, splendid orchard, 14-bail cowshed, trap and cart sheds, etc.; 60 acres was in oats and oat with proper and binder; only 7 miles from New Plymouth. Terms, £400 cash, balance 3 years at 5 per cent. — [698, 516, 816, 592]
monument-image — [162, 491, 272, 641]
